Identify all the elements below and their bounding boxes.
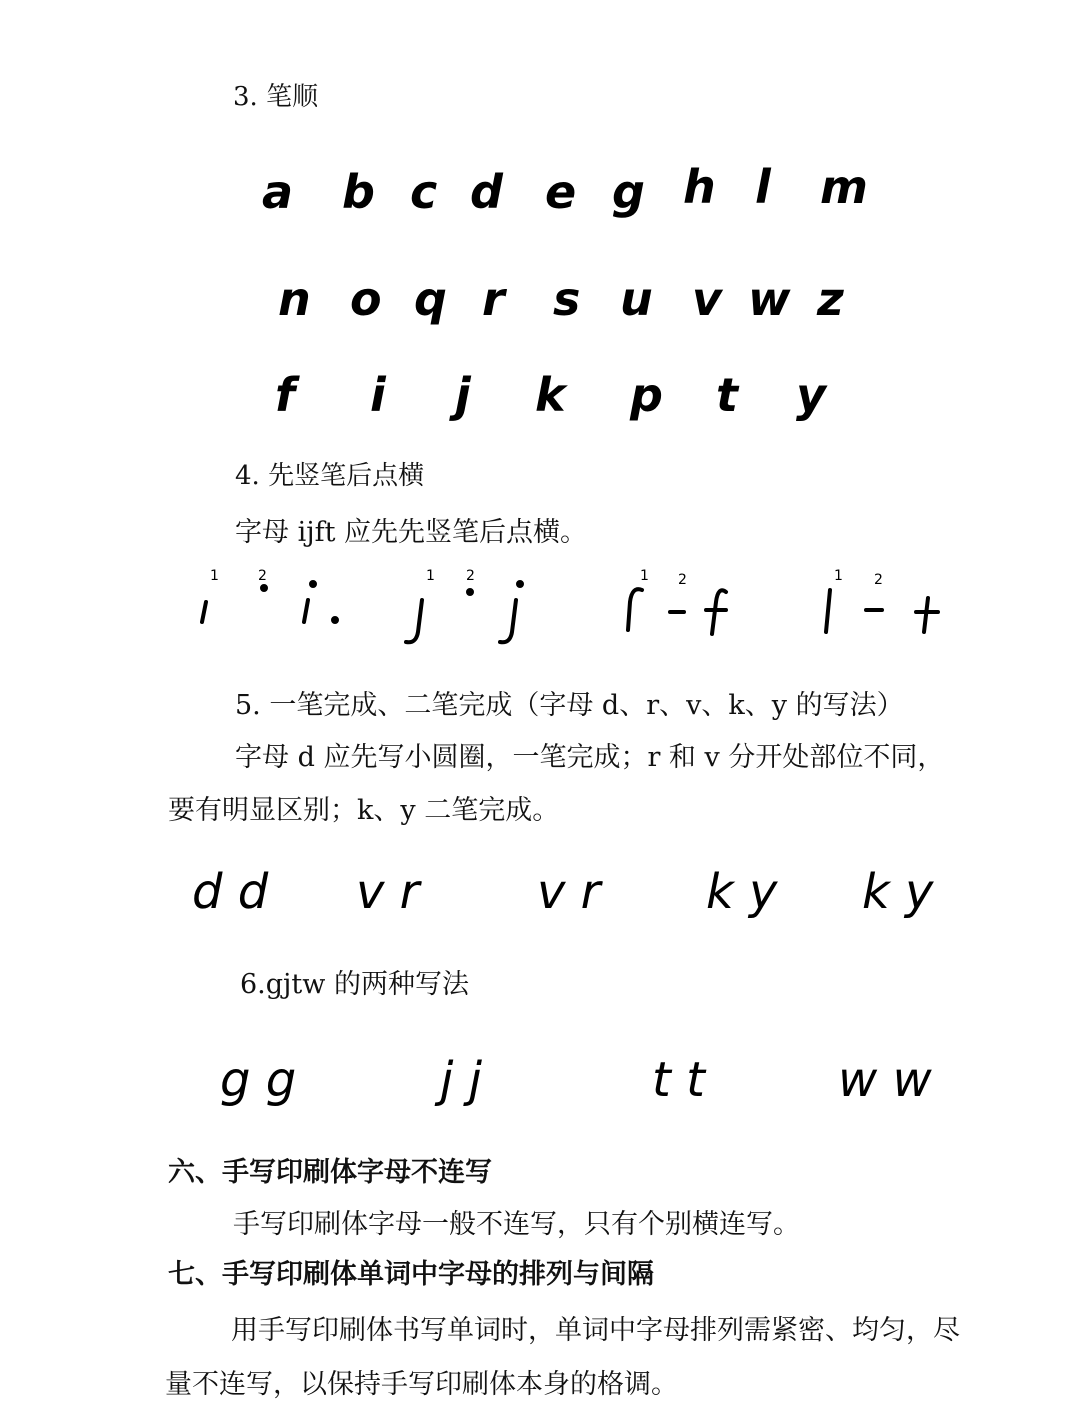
i-dot: [262, 586, 266, 590]
section-5-text-1: 字母 d 应先写小圆圈，一笔完成；r 和 v 分开处部位不同，: [235, 742, 945, 773]
stroke-letter-v: v: [692, 272, 722, 326]
svg-text:1: 1: [426, 568, 435, 584]
svg-text:1: 1: [834, 568, 843, 584]
pair-vr-2: v r: [537, 864, 601, 920]
stroke-letter-p: p: [630, 368, 663, 422]
stroke-letter-w: w: [748, 272, 791, 326]
stroke-letter-q: q: [414, 272, 447, 326]
pair-tt: t t: [652, 1052, 705, 1108]
stroke-letter-b: b: [342, 165, 375, 219]
stroke-letter-c: c: [410, 165, 438, 219]
pair-ww: w w: [838, 1052, 932, 1108]
heading-6-text: 手写印刷体字母一般不连写，只有个别横连写。: [233, 1209, 800, 1240]
stroke-letter-d: d: [470, 165, 503, 219]
svg-text:1: 1: [210, 568, 219, 584]
stroke-letter-h: h: [683, 160, 716, 214]
svg-text:2: 2: [466, 568, 475, 584]
section-4-text: 字母 ijft 应先先竖笔后点横。: [235, 517, 588, 548]
section-4-title: 4. 先竖笔后点横: [235, 461, 425, 491]
stroke-letter-o: o: [350, 272, 382, 326]
stroke-letter-y: y: [796, 368, 826, 422]
section-5-title: 5. 一笔完成、二笔完成（字母 d、r、v、k、y 的写法）: [235, 690, 904, 721]
section-5-text-2: 要有明显区别；k、y 二笔完成。: [168, 795, 560, 826]
i-final-stem: [304, 600, 308, 622]
j-final-dot: [518, 582, 522, 586]
section-3-title: 3. 笔顺: [233, 82, 319, 112]
f-final: [706, 590, 726, 634]
pair-ky-2: k y: [862, 864, 934, 920]
pair-vr-1: v r: [356, 864, 420, 920]
heading-6: 六、手写印刷体字母不连写: [168, 1157, 492, 1188]
heading-7-text-1: 用手写印刷体书写单词时，单词中字母排列需紧密、均匀，尽: [231, 1315, 960, 1346]
stroke-letter-r: r: [482, 272, 505, 326]
stroke-letter-u: u: [620, 272, 653, 326]
pair-ky-1: k y: [706, 864, 778, 920]
svg-text:2: 2: [874, 572, 883, 588]
pair-gg: g g: [220, 1052, 297, 1108]
pair-jj: j j: [440, 1052, 482, 1108]
j-dot: [468, 590, 472, 594]
pair-dd: d d: [192, 864, 269, 920]
svg-text:1: 1: [640, 568, 649, 584]
i-final-dot: [311, 582, 315, 586]
i-stroke-1: [202, 602, 206, 622]
stroke-letter-a: a: [262, 165, 294, 219]
heading-7: 七、手写印刷体单词中字母的排列与间隔: [168, 1259, 654, 1290]
j-final: [500, 600, 516, 642]
i-comma: [333, 618, 337, 622]
stroke-letter-k: k: [535, 368, 566, 422]
stroke-letter-j: j: [455, 368, 471, 422]
heading-7-text-2: 量不连写，以保持手写印刷体本身的格调。: [165, 1369, 678, 1400]
svg-text:2: 2: [258, 568, 267, 584]
stroke-letter-m: m: [820, 160, 868, 214]
t-stroke-1: [826, 590, 830, 632]
stroke-letter-l: l: [755, 160, 771, 214]
stroke-letter-n: n: [278, 272, 311, 326]
stroke-letter-e: e: [545, 165, 577, 219]
section-6-title: 6.gjtw 的两种写法: [240, 969, 469, 1000]
stroke-letter-s: s: [553, 272, 581, 326]
stroke-letter-f: f: [275, 368, 296, 422]
stroke-letter-g: g: [612, 165, 645, 219]
dot-cross-strokes: [180, 562, 960, 652]
stroke-letter-z: z: [817, 272, 844, 326]
t-final: [916, 598, 938, 632]
svg-text:2: 2: [678, 572, 687, 588]
j-stroke-1: [406, 600, 422, 642]
f-stroke-1: [628, 589, 642, 630]
stroke-letter-i: i: [370, 368, 386, 422]
stroke-letter-t: t: [716, 368, 738, 422]
